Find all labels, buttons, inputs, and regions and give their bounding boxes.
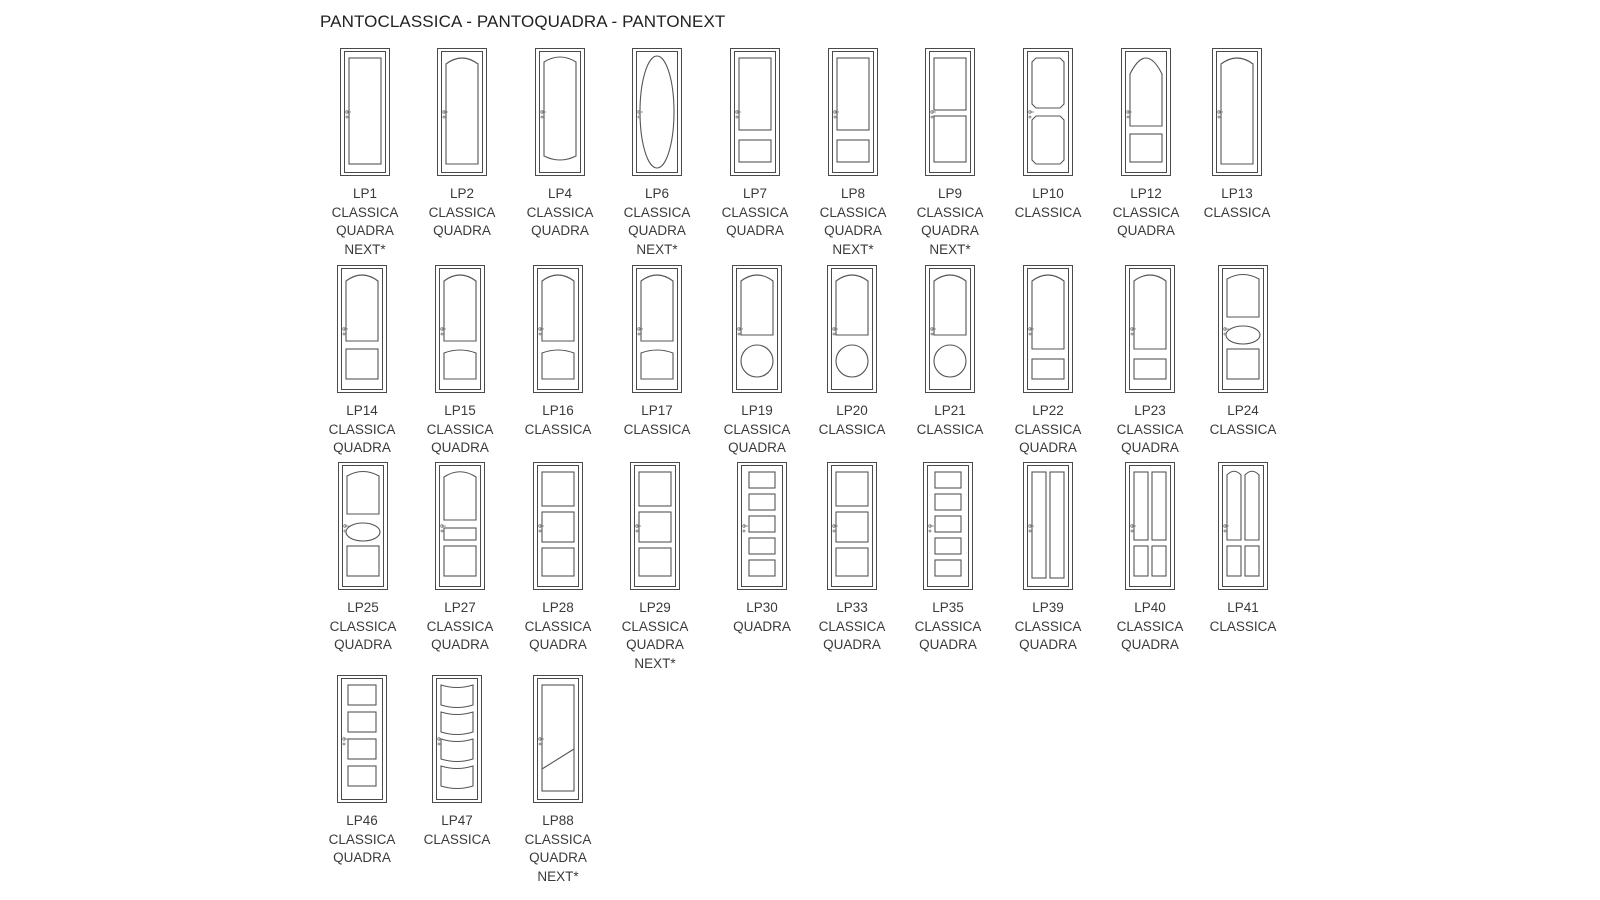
door-label: [319, 185, 411, 259]
door-variant: CLASSICA: [329, 618, 397, 634]
door-label: [414, 599, 506, 655]
handle-icon: [636, 525, 641, 532]
door-illustration: [632, 265, 682, 393]
door-code: LP10: [1032, 186, 1064, 201]
door-label: [1197, 402, 1289, 439]
handle-icon: [638, 328, 643, 335]
door-item: [902, 462, 994, 655]
door-variant: CLASSICA: [914, 618, 982, 634]
door-code: LP24: [1227, 403, 1259, 418]
door-code: LP28: [542, 600, 574, 615]
door-code: LP41: [1227, 600, 1259, 615]
door-variant: CLASSICA: [328, 421, 396, 437]
door-code: LP33: [836, 600, 868, 615]
handle-icon: [539, 328, 544, 335]
door-item: [317, 462, 409, 655]
door-variant: CLASSICA: [1209, 618, 1277, 634]
door-item: [416, 48, 508, 241]
door-code: LP20: [836, 403, 868, 418]
door-item: [709, 48, 801, 241]
door-item: [1104, 462, 1196, 655]
door-variant: CLASSICA: [423, 831, 491, 847]
door-label: [904, 402, 996, 439]
door-illustration: [923, 462, 973, 590]
door-code: LP40: [1134, 600, 1166, 615]
door-variant: NEXT*: [344, 241, 386, 257]
door-variant: QUADRA: [333, 850, 391, 865]
door-illustration: [337, 265, 387, 393]
door-label: [904, 185, 996, 259]
door-variant: QUADRA: [433, 223, 491, 238]
door-label: [316, 402, 408, 458]
door-illustration: [533, 462, 583, 590]
door-label: [1104, 599, 1196, 655]
door-label: [1197, 599, 1289, 636]
door-label: [611, 402, 703, 439]
door-illustration: [1125, 462, 1175, 590]
door-code: LP19: [741, 403, 773, 418]
handle-icon: [343, 738, 348, 745]
door-label: [806, 599, 898, 655]
door-code: LP23: [1134, 403, 1166, 418]
door-variant: QUADRA: [728, 440, 786, 455]
handle-icon: [1218, 111, 1223, 118]
door-code: LP16: [542, 403, 574, 418]
door-label: [609, 599, 701, 673]
door-variant: QUADRA: [333, 440, 391, 455]
door-item: [1002, 265, 1094, 458]
door-label: [317, 599, 409, 655]
door-variant: QUADRA: [336, 223, 394, 238]
door-item: [512, 265, 604, 439]
door-variant: CLASSICA: [1116, 618, 1184, 634]
door-item: [411, 675, 503, 849]
door-item: [807, 48, 899, 259]
door-illustration: [1125, 265, 1175, 393]
door-variant: QUADRA: [1121, 440, 1179, 455]
door-item: [512, 675, 604, 886]
door-code: LP17: [641, 403, 673, 418]
door-variant: QUADRA: [921, 223, 979, 238]
door-variant: QUADRA: [628, 223, 686, 238]
door-variant: NEXT*: [929, 241, 971, 257]
door-item: [316, 675, 408, 868]
handle-icon: [1131, 525, 1136, 532]
handle-icon: [743, 525, 748, 532]
door-variant: CLASSICA: [916, 421, 984, 437]
door-variant: QUADRA: [431, 637, 489, 652]
door-code: LP27: [444, 600, 476, 615]
handle-icon: [443, 111, 448, 118]
door-label: [716, 599, 808, 636]
door-code: LP12: [1130, 186, 1162, 201]
door-label: [411, 812, 503, 849]
door-label: [512, 599, 604, 655]
door-variant: NEXT*: [634, 655, 676, 671]
door-illustration: [1121, 48, 1171, 176]
handle-icon: [1029, 328, 1034, 335]
door-code: LP13: [1221, 186, 1253, 201]
handle-icon: [539, 738, 544, 745]
door-label: [1100, 185, 1192, 241]
door-illustration: [1023, 265, 1073, 393]
door-code: LP29: [639, 600, 671, 615]
door-variant: CLASSICA: [1112, 204, 1180, 220]
door-label: [902, 599, 994, 655]
door-variant: NEXT*: [537, 868, 579, 884]
door-illustration: [337, 675, 387, 803]
door-item: [806, 265, 898, 439]
door-label: [512, 402, 604, 439]
handle-icon: [736, 111, 741, 118]
door-item: [514, 48, 606, 241]
door-illustration: [827, 462, 877, 590]
door-code: LP47: [441, 813, 473, 828]
door-code: LP4: [547, 186, 573, 201]
door-code: LP1: [352, 186, 378, 201]
door-illustration: [828, 48, 878, 176]
door-item: [611, 48, 703, 259]
door-item: [904, 265, 996, 439]
handle-icon: [931, 328, 936, 335]
door-variant: QUADRA: [1121, 637, 1179, 652]
door-variant: QUADRA: [919, 637, 977, 652]
door-variant: CLASSICA: [428, 204, 496, 220]
door-illustration: [437, 48, 487, 176]
door-item: [1197, 462, 1289, 636]
handle-icon: [834, 111, 839, 118]
door-variant: NEXT*: [636, 241, 678, 257]
door-item: [806, 462, 898, 655]
door-illustration: [340, 48, 390, 176]
door-item: [1197, 265, 1289, 439]
handle-icon: [1127, 111, 1132, 118]
catalog-title: PANTOCLASSICA - PANTOQUADRA - PANTONEXT: [320, 12, 726, 31]
door-code: LP15: [444, 403, 476, 418]
handle-icon: [833, 328, 838, 335]
door-item: [904, 48, 996, 259]
door-label: [1104, 402, 1196, 458]
door-label: [1002, 599, 1094, 655]
door-variant: CLASSICA: [1203, 204, 1271, 220]
door-item: [414, 462, 506, 655]
door-variant: CLASSICA: [818, 618, 886, 634]
door-code: LP35: [932, 600, 964, 615]
door-item: [414, 265, 506, 458]
door-variant: QUADRA: [733, 618, 791, 634]
door-item: [716, 462, 808, 636]
door-item: [1191, 48, 1283, 222]
door-label: [711, 402, 803, 458]
door-illustration: [435, 462, 485, 590]
door-illustration: [1212, 48, 1262, 176]
handle-icon: [346, 111, 351, 118]
door-illustration: [432, 675, 482, 803]
door-illustration: [435, 265, 485, 393]
door-code: LP2: [449, 186, 475, 201]
door-item: [1002, 48, 1094, 222]
handle-icon: [541, 111, 546, 118]
door-variant: CLASSICA: [524, 421, 592, 437]
door-variant: CLASSICA: [721, 204, 789, 220]
door-variant: CLASSICA: [1014, 421, 1082, 437]
door-label: [512, 812, 604, 886]
door-illustration: [632, 48, 682, 176]
door-illustration: [338, 462, 388, 590]
door-label: [416, 185, 508, 241]
door-code: LP9: [937, 186, 963, 201]
door-variant: CLASSICA: [426, 618, 494, 634]
door-variant: CLASSICA: [818, 421, 886, 437]
door-illustration: [1218, 265, 1268, 393]
door-item: [319, 48, 411, 259]
door-code: LP6: [644, 186, 670, 201]
door-code: LP7: [742, 186, 768, 201]
door-code: LP22: [1032, 403, 1064, 418]
door-variant: CLASSICA: [526, 204, 594, 220]
door-item: [512, 462, 604, 655]
door-code: LP30: [746, 600, 778, 615]
door-variant: CLASSICA: [524, 831, 592, 847]
door-item: [609, 462, 701, 673]
door-illustration: [1023, 462, 1073, 590]
door-label: [414, 402, 506, 458]
door-variant: CLASSICA: [819, 204, 887, 220]
door-illustration: [827, 265, 877, 393]
door-item: [711, 265, 803, 458]
door-illustration: [1023, 48, 1073, 176]
door-variant: CLASSICA: [331, 204, 399, 220]
door-label: [316, 812, 408, 868]
door-variant: QUADRA: [529, 850, 587, 865]
door-variant: QUADRA: [529, 637, 587, 652]
handle-icon: [738, 328, 743, 335]
door-illustration: [1218, 462, 1268, 590]
door-illustration: [737, 462, 787, 590]
door-item: [1100, 48, 1192, 241]
handle-icon: [539, 525, 544, 532]
handle-icon: [931, 111, 936, 118]
door-variant: CLASSICA: [623, 204, 691, 220]
handle-icon: [1224, 525, 1229, 532]
door-item: [1104, 265, 1196, 458]
door-code: LP25: [347, 600, 379, 615]
door-variant: QUADRA: [1117, 223, 1175, 238]
door-label: [1002, 185, 1094, 222]
door-variant: NEXT*: [832, 241, 874, 257]
door-variant: QUADRA: [334, 637, 392, 652]
door-item: [316, 265, 408, 458]
door-illustration: [535, 48, 585, 176]
door-label: [1191, 185, 1283, 222]
door-variant: QUADRA: [431, 440, 489, 455]
handle-icon: [1029, 525, 1034, 532]
door-variant: QUADRA: [1019, 440, 1077, 455]
door-variant: QUADRA: [1019, 637, 1077, 652]
handle-icon: [833, 525, 838, 532]
door-label: [709, 185, 801, 241]
door-variant: CLASSICA: [621, 618, 689, 634]
door-item: [1002, 462, 1094, 655]
door-variant: CLASSICA: [1209, 421, 1277, 437]
door-variant: CLASSICA: [426, 421, 494, 437]
door-variant: CLASSICA: [623, 421, 691, 437]
door-illustration: [925, 265, 975, 393]
handle-icon: [1029, 111, 1034, 118]
door-variant: CLASSICA: [1014, 618, 1082, 634]
door-variant: CLASSICA: [916, 204, 984, 220]
door-code: LP21: [934, 403, 966, 418]
handle-icon: [1131, 328, 1136, 335]
door-code: LP14: [346, 403, 378, 418]
door-label: [611, 185, 703, 259]
door-illustration: [630, 462, 680, 590]
handle-icon: [929, 525, 934, 532]
handle-icon: [438, 738, 443, 745]
door-illustration: [730, 48, 780, 176]
door-label: [807, 185, 899, 259]
handle-icon: [343, 328, 348, 335]
door-variant: QUADRA: [626, 637, 684, 652]
door-illustration: [533, 265, 583, 393]
handle-icon: [344, 525, 349, 532]
door-illustration: [925, 48, 975, 176]
door-variant: QUADRA: [726, 223, 784, 238]
door-code: LP39: [1032, 600, 1064, 615]
door-variant: CLASSICA: [723, 421, 791, 437]
door-variant: CLASSICA: [1014, 204, 1082, 220]
door-label: [1002, 402, 1094, 458]
handle-icon: [1224, 328, 1229, 335]
door-label: [806, 402, 898, 439]
door-variant: QUADRA: [824, 223, 882, 238]
door-code: LP46: [346, 813, 378, 828]
door-illustration: [533, 675, 583, 803]
door-illustration: [732, 265, 782, 393]
door-code: LP88: [542, 813, 574, 828]
door-code: LP8: [840, 186, 866, 201]
door-variant: QUADRA: [823, 637, 881, 652]
door-item: [611, 265, 703, 439]
door-variant: CLASSICA: [1116, 421, 1184, 437]
door-variant: CLASSICA: [524, 618, 592, 634]
door-variant: CLASSICA: [328, 831, 396, 847]
handle-icon: [441, 328, 446, 335]
door-label: [514, 185, 606, 241]
door-variant: QUADRA: [531, 223, 589, 238]
